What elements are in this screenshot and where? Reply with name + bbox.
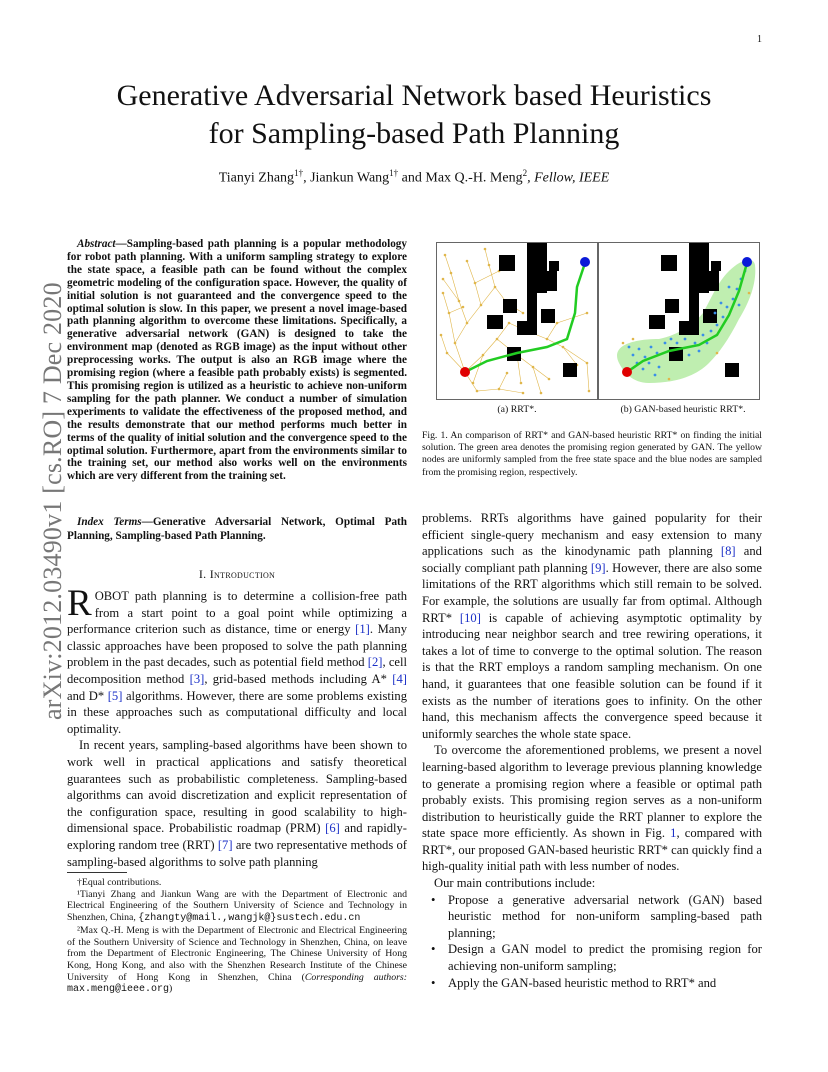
- footnote-email: max.meng@ieee.org: [67, 984, 170, 996]
- title-line-2: for Sampling-based Path Planning: [208, 117, 620, 150]
- list-item: • Propose a generative adversarial network (GAN) based heuristic method for non-uniform sampling-based path planning;: [448, 892, 762, 942]
- citation-link[interactable]: [5]: [107, 688, 123, 703]
- intro-text: In recent years, sampling-based algorithms have been shown to work well in practical applications and satisfy theoretical guarantees such as probabilistic completeness. Sampling-based algorithms can avoid discretization and explicit representation of the configuration space, resulting in good scalability to high-dimensional space. Probabilistic roadmap (PRM): [67, 738, 407, 836]
- body-text: problems. RRTs algorithms have gained popularity for their efficient single-query mechanism and easy extension to many applications such as the kinodynamic path planning: [422, 511, 762, 559]
- figure-gan-heuristic-rrt-star: [598, 242, 760, 400]
- introduction-body: [67, 583, 408, 870]
- page-number: 1: [757, 34, 762, 45]
- citation-link[interactable]: [9]: [590, 560, 606, 575]
- footnotes: [67, 877, 407, 996]
- drop-cap: R: [67, 583, 92, 624]
- goal-node: [580, 257, 590, 267]
- author-list: [40, 168, 788, 187]
- intro-text: are two representative methods of sampling-based algorithms to solve path planning: [67, 837, 407, 869]
- footnote-email: {zhangty@mail.,wangjk@}sustech.edu.cn: [138, 913, 361, 925]
- rrt-star-map: [437, 243, 597, 399]
- footnote-italic: Corresponding authors:: [304, 971, 407, 983]
- arxiv-stamp[interactable]: arXiv:2012.03490v1 [cs.RO] 7 Dec 2020: [38, 282, 67, 720]
- intro-text: , grid-based methods including A*: [204, 671, 393, 686]
- intro-text: , cell decomposition method: [67, 655, 407, 686]
- citation-link[interactable]: [2]: [367, 655, 383, 670]
- footnote-text: ²Max Q.-H. Meng is with the Department of Electronic and Electrical Engineering of the Southern University of Science and Technology in Shenzhen, China, on leave from the Department of Electronic Engineering, The Chinese University of Hong Kong, Hong Kong, and also with the Shenzhen Research Institute of the Chinese University of Hong Kong in Shenzhen, China (: [67, 924, 407, 983]
- paper-title: [40, 77, 788, 153]
- abstract-text: —Sampling-based path planning is a popular methodology for robot path planning. With a uniform sampling strategy to explore the state space, a feasible path can be found without the complex geometric modeling of the configuration space. However, the quality of initial solution is not guaranteed and the convergence speed to the optimal solution is slow. In this paper, we present a novel image-based path planning algorithm to overcome these limitations. Specifically, a generative adversarial network (GAN) is designed to take the environment map (denoted as RGB image) as the input without other preprocessing works. The output is also an RGB image where the promising region (where a feasible path probably exists) is segmented. This promising region is utilized as a heuristic to achieve non-uniform sampling for the path planner. We conduct a number of simulation experiments to validate the effectiveness of the proposed method, and the results demonstrate that our method performs much better in terms of the quality of initial solution and the convergence speed to the optimal solution. Furthermore, apart from the environments similar to the training set, our method also works well on the environments which are very different from the training set.: [67, 238, 407, 483]
- right-column-body: [422, 510, 762, 991]
- footnote-affiliation-1: [67, 889, 407, 925]
- right-paragraph-2: [422, 742, 762, 875]
- citation-link[interactable]: [4]: [392, 671, 407, 686]
- citation-link[interactable]: [8]: [720, 544, 736, 559]
- intro-paragraph-1: [67, 583, 408, 737]
- body-text: is capable of achieving asymptotic optimality by introducing near neighbor search and tree rewiring operations, it takes a lot of time to converge to the optimal solution. The reason is that the RRT employs a random sampling mechanism. On one hand, it guarantees that one feasible solution can be found if it exists as the number of iterations goes to infinity. On the other hand, this mechanism affects the convergence speed because it uniformly searches the whole state space.: [422, 610, 762, 741]
- index-terms-label: Index Terms: [77, 516, 142, 528]
- figure-rrt-star: [436, 242, 598, 400]
- gan-rrt-star-map: [599, 243, 759, 399]
- body-text: and socially compliant path planning: [422, 544, 762, 575]
- list-item: • Apply the GAN-based heuristic method to RRT* and: [448, 975, 762, 992]
- figure-link[interactable]: 1: [670, 826, 677, 841]
- abstract: [67, 238, 407, 483]
- intro-paragraph-2: [67, 737, 407, 870]
- citation-link[interactable]: [7]: [217, 837, 233, 852]
- footnote-text: ¹Tianyi Zhang and Jiankun Wang are with the Department of Electronic and Electrical Engineering of the Southern University of Science and Technology in Shenzhen, China,: [67, 888, 407, 924]
- citation-link[interactable]: [3]: [189, 671, 205, 686]
- abstract-label: Abstract: [77, 238, 116, 250]
- right-paragraph-1: [422, 510, 762, 742]
- author-1-affil: 1†: [294, 168, 304, 178]
- body-text: , compared with RRT*, our proposed GAN-based heuristic RRT* can quickly find a high-quality initial path with less number of nodes.: [422, 826, 763, 874]
- author-3-suffix: , Fellow, IEEE: [527, 170, 610, 186]
- author-3: and Max Q.-H. Meng: [398, 170, 523, 186]
- right-paragraph-3: Our main contributions include:: [434, 876, 596, 891]
- goal-node: [742, 257, 752, 267]
- title-line-1: Generative Adversarial Network based Heuristics: [116, 79, 712, 112]
- index-terms: [67, 516, 407, 543]
- contribution-list: [422, 892, 762, 992]
- figure-caption: Fig. 1. An comparison of RRT* and GAN-based heuristic RRT* on finding the initial solution. The green area denotes the promising region generated by GAN. The yellow nodes are uniformly sampled from the free state space and the blue nodes are sampled from the promising region, respectively.: [422, 430, 762, 478]
- section-heading-introduction: I. Introduction: [198, 567, 276, 581]
- author-2-affil: 1†: [389, 168, 399, 178]
- footnote-text: ): [169, 983, 173, 995]
- author-3-affil: 2: [522, 168, 528, 178]
- start-node: [622, 367, 632, 377]
- intro-text: and rapidly-exploring random tree (RRT): [67, 821, 407, 852]
- author-2: , Jiankun Wang: [303, 170, 390, 186]
- author-1: Tianyi Zhang: [218, 170, 295, 186]
- intro-text: algorithms. However, there are some problems existing in these approaches such as computational difficulty and local optimality.: [67, 688, 408, 736]
- body-text: To overcome the aforementioned problems, we present a novel learning-based algorithm to leverage previous planning knowledge to generate a promising region where a feasible or optimal path probably exists. This promising region serves as a non-uniform distribution to heuristically guide the RRT planner to explore the state space more efficiently. As shown in Fig.: [422, 743, 762, 841]
- footnote-equal-contribution: †Equal contributions.: [77, 877, 162, 888]
- footnote-rule: [67, 872, 127, 873]
- footnote-affiliation-2: [67, 925, 407, 996]
- subcaption-a: (a) RRT*.: [497, 404, 537, 415]
- intro-text: . Many classic approaches have been proposed to solve the path planning problem in the past decades, such as potential field method: [67, 622, 407, 670]
- intro-text: OBOT path planning is to determine a collision-free path from a start point to a goal point while optimizing a performance criterion such as distance, time or energy: [67, 589, 407, 637]
- body-text: . However, there are also some limitations of the RRT algorithms which still remain to be solved. For example, the solutions are usually far from optimal. Although RRT*: [422, 560, 762, 625]
- start-node: [460, 367, 470, 377]
- citation-link[interactable]: [6]: [325, 821, 340, 836]
- citation-link[interactable]: [10]: [459, 610, 481, 625]
- index-terms-text: —Generative Adversarial Network, Optimal Path Planning, Sampling-based Path Planning.: [67, 516, 407, 542]
- citation-link[interactable]: [1]: [355, 622, 370, 637]
- subcaption-b: (b) GAN-based heuristic RRT*.: [620, 404, 746, 415]
- list-item: • Design a GAN model to predict the promising region for achieving non-uniform sampling;: [448, 941, 762, 974]
- intro-text: and D*: [67, 688, 108, 703]
